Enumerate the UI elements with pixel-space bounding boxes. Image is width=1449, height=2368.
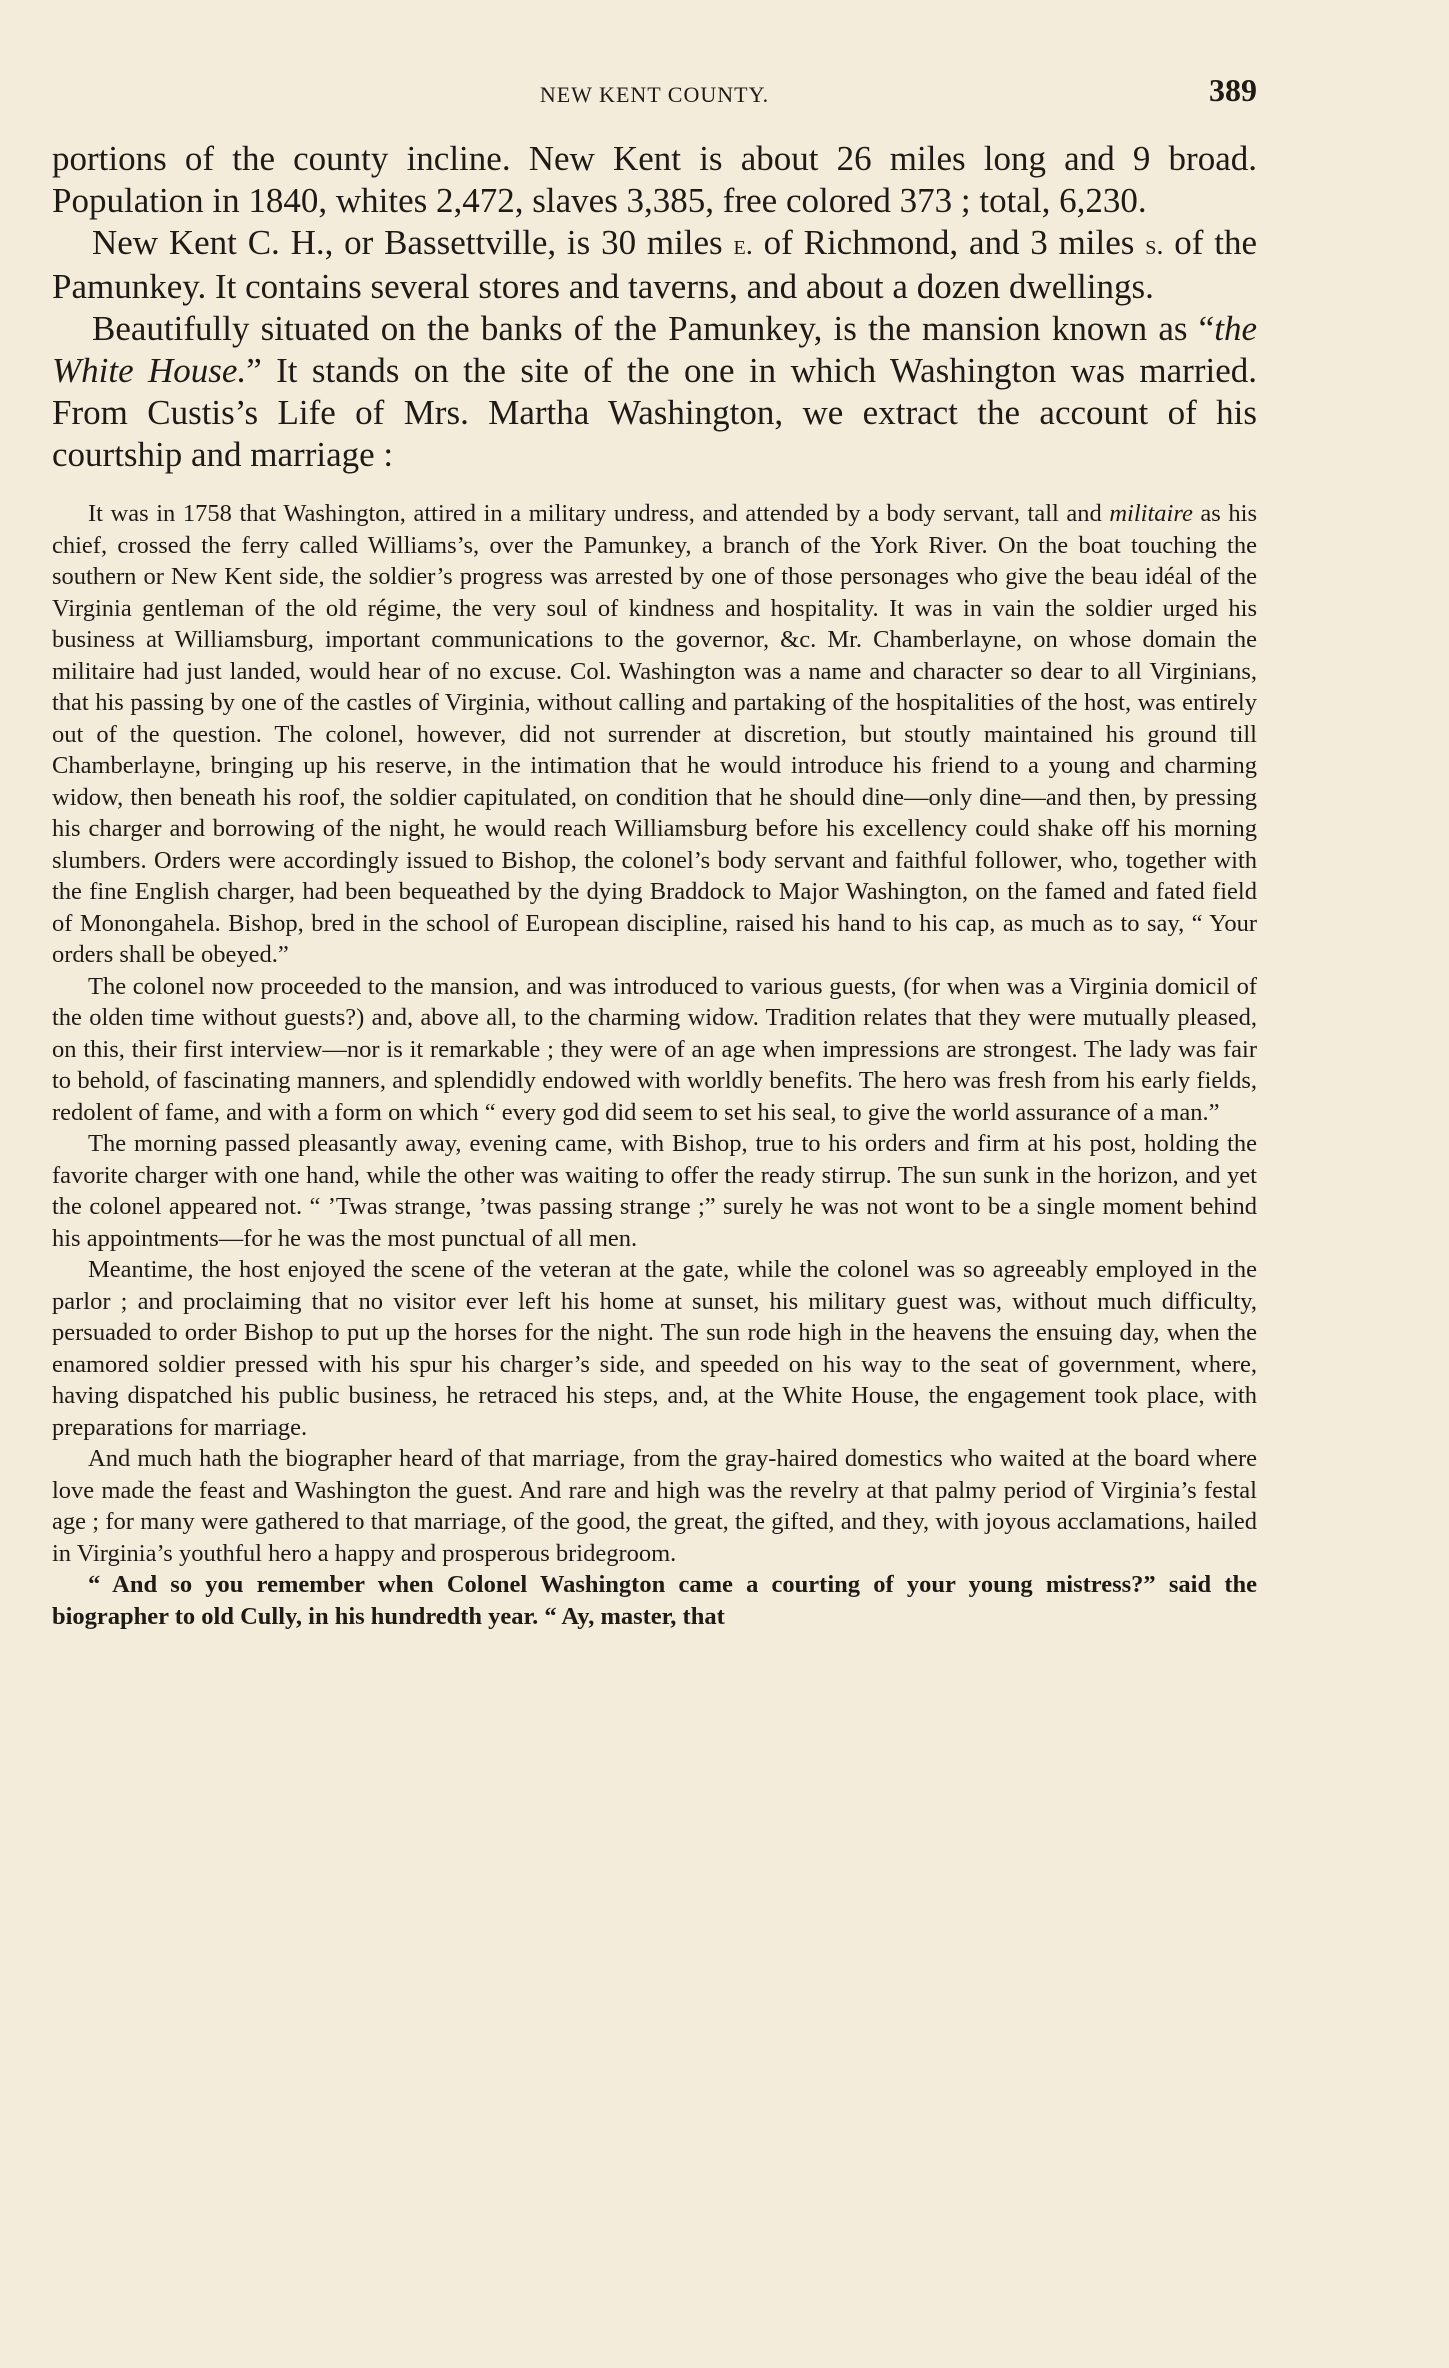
quote-paragraph-6: “ And so you remember when Colonel Washington came a courting of your young mistress?” said the biographer to old Cully, in his hundredth year. “ Ay, master, that — [52, 1571, 1257, 1630]
paragraph-courthouse: New Kent C. H., or Bassettville, is 30 miles e. of Richmond, and 3 miles s. of the Pamunkey. It contains several stores and taverns, and about a dozen dwellings. — [52, 223, 1257, 306]
quote-paragraph-1: It was in 1758 that Washington, attired in a military undress, and attended by a body servant, tall and militaire as his chief, crossed the ferry called Williams’s, over the Pamunkey, a branch of the York River. On the boat touching the southern or New Kent side, the soldier’s progress was arrested by one of those personages who give the beau idéal of the Virginia gentleman of the old régime, the very soul of kindness and hospitality. It was in vain the soldier urged his business at Williamsburg, important communications to the governor, &c. Mr. Chamberlayne, on whose domain the militaire had just landed, would hear of no excuse. Col. Washington was a name and character so dear to all Virginians, that his passing by one of the castles of Virginia, without calling and partaking of the hospitalities of the host, was entirely out of the question. The colonel, however, did not surrender at discretion, but stoutly maintained his ground till Chamberlayne, bringing up his reserve, in the intimation that he would introduce his friend to a young and charming widow, then beneath his roof, the soldier capitulated, on condition that he should dine—only dine—and then, by pressing his charger and borrowing of the night, he would reach Williamsburg before his excellency could shake off his morning slumbers. Orders were accordingly issued to Bishop, the colonel’s body servant and faithful follower, who, together with the fine English charger, had been bequeathed by the dying Braddock to Major Washington, on the famed and fated field of Monongahela. Bishop, bred in the school of European discipline, raised his hand to his cap, as much as to say, “ Your orders shall be obeyed.” — [52, 500, 1258, 968]
quote-paragraph-2: The colonel now proceeded to the mansion, and was introduced to various guests, (for when was a Virginia domicil of the olden time without guests?) and, above all, to the charming widow. Tradition relates that they were mutually pleased, on this, their first interview—nor is it remarkable ; they were of an age when impressions are strongest. The lady was fair to behold, of fascinating manners, and splendidly endowed with worldly benefits. The hero was fresh from his early fields, redolent of fame, and with a form on which “ every god did seem to set his seal, to give the world assurance of a man.” — [52, 972, 1257, 1126]
paragraph-population: portions of the county incline. New Kent is about 26 miles long and 9 broad. Population in 1840, whites 2,472, slaves 3,385, free colored 373 ; total, 6,230. — [52, 139, 1257, 220]
quote-paragraph-4: Meantime, the host enjoyed the scene of the veteran at the gate, while the colonel was so agreeably employed in the parlor ; and proclaiming that no visitor ever left his home at sunset, his military guest was, without much difficulty, persuaded to order Bishop to put up the horses for the night. The sun rode high in the heavens the ensuing day, when the enamored soldier pressed with his spur his charger’s side, and speeded on his way to the seat of government, where, having dispatched his public business, he retraced his steps, and, at the White House, the engagement took place, with preparations for marriage. — [52, 1256, 1257, 1441]
body-text — [52, 138, 1257, 476]
page-number: 389 — [1209, 72, 1257, 108]
running-head — [52, 70, 1257, 120]
paragraph-white-house: Beautifully situated on the banks of the Pamunkey, is the mansion known as “the White House.” It stands on the site of the one in which Washington was married. From Custis’s Life of Mrs. Martha Washington, we extract the account of his courtship and marriage : — [52, 309, 1257, 474]
quoted-extract — [52, 498, 1257, 1632]
quote-paragraph-3: The morning passed pleasantly away, evening came, with Bishop, true to his orders and firm at his post, holding the favorite charger with one hand, while the other was waiting to offer the ready stirrup. The sun sunk in the horizon, and yet the colonel appeared not. “ ’Twas strange, ’twas passing strange ;” surely he was not wont to be a single moment behind his appointments—for he was the most punctual of all men. — [52, 1130, 1257, 1252]
book-page — [52, 70, 1257, 1632]
quote-paragraph-5: And much hath the biographer heard of that marriage, from the gray-haired domestics who waited at the board where love made the feast and Washington the guest. And rare and high was the revelry at that palmy period of Virginia’s festal age ; for many were gathered to that marriage, of the good, the great, the gifted, and they, with joyous acclamations, hailed in Virginia’s youthful hero a happy and prosperous bridegroom. — [52, 1445, 1257, 1567]
running-title: NEW KENT COUNTY. — [539, 82, 770, 107]
